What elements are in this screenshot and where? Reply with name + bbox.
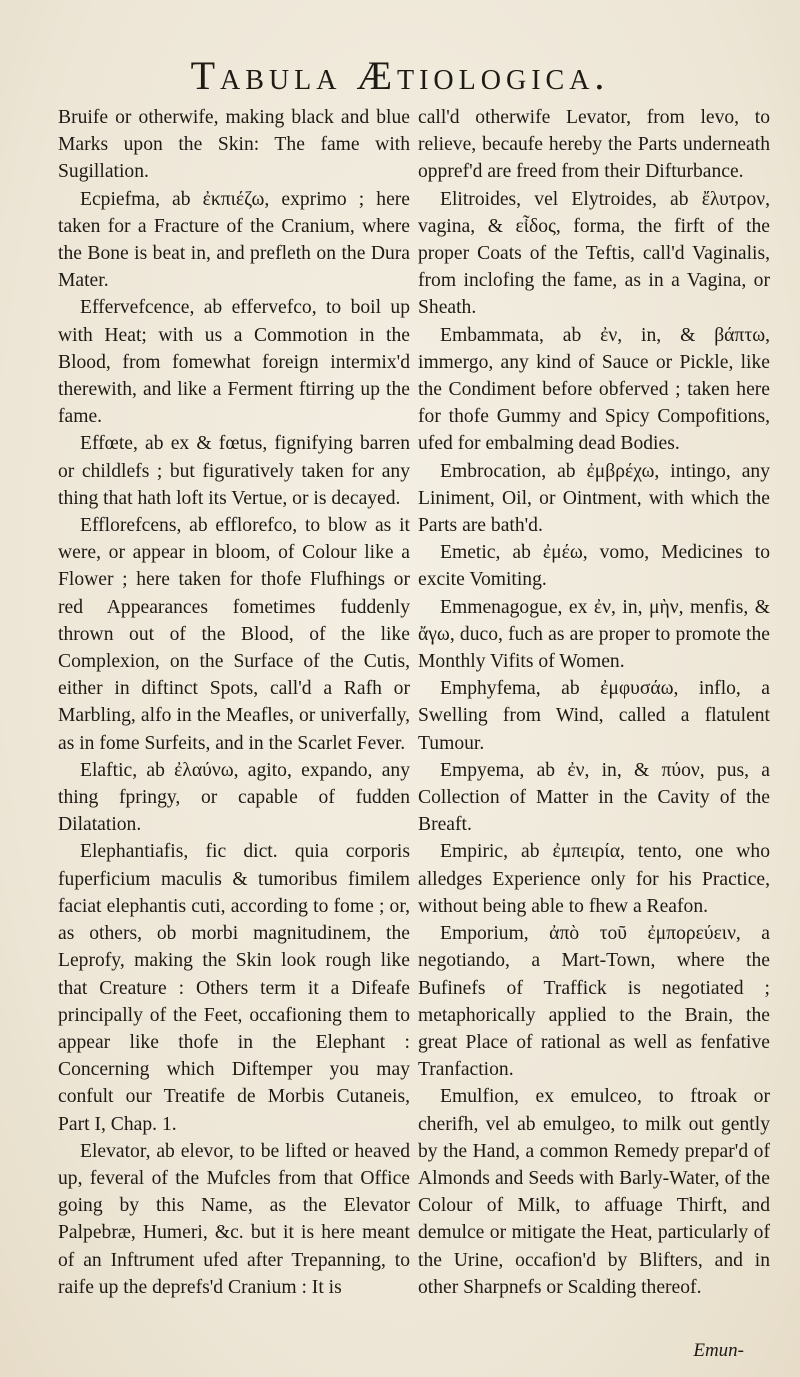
glossary-entry: Efflorefcens, ab efflorefco, to blow as it were, or appear in bloom, of Colour like a Flower ; here taken for thofe Flufhings or red Appearances fometimes fuddenly thrown out of the Blood, of the like Complexion, on the Surface of the Cutis, either in diftinct Spots, call'd a Rafh or Marbling, alfo in the Meafles, or univerfally, as in fome Surfeits, and in the Scarlet Fever. (58, 515, 410, 754)
glossary-entry: Embrocation, ab ἐμβρέχω, intingo, any Liniment, Oil, or Ointment, with which the Parts are bath'd. (418, 460, 770, 537)
glossary-entry: Emphyfema, ab ἐμφυσάω, inflo, a Swelling from Wind, called a flatulent Tumour. (418, 678, 770, 754)
glossary-entry: Emmenagogue, ex ἐν, in, μὴν, menfis, & ἄγω, duco, fuch as are proper to promote the Monthly Vifits of Women. (418, 596, 770, 673)
catchword: Emun- (693, 1340, 744, 1361)
glossary-entry: Elevator, ab elevor, to be lifted or heaved up, feveral of the Mufcles from that Office going by this Name, as the Elevator Palpebræ, Humeri, &c. but it is here meant of an Inftrument ufed after Trepanning, to raife up the deprefs'd Cranium : It is (58, 1140, 410, 1298)
glossary-entry: Emulfion, ex emulceo, to ftroak or cherifh, vel ab emulgeo, to milk out gently by the Hand, a common Remedy prepar'd of Almonds and Seeds with Barly-Water, of the Colour of Milk, to affuage Thirft, and demulce or mitigate the Heat, particularly of the Urine, occafion'd by Blifters, and in other Sharpnefs or Scalding thereof. (418, 1086, 770, 1298)
glossary-entry: Emporium, ἀπὸ τοῦ ἐμπορεύειν, a negotiando, a Mart-Town, where the Bufinefs of Traffick is negotiated ; metaphorically applied to the Brain, the great Place of rational as well as fenfative Tranfaction. (418, 923, 770, 1081)
glossary-entry: Effervefcence, ab effervefco, to boil up with Heat; with us a Commotion in the Blood, from fomewhat foreign intermix'd therewith, and like a Ferment ftirring up the fame. (58, 297, 410, 428)
glossary-entry: Elephantiafis, fic dict. quia corporis fuperficium maculis & tumoribus fimilem faciat elephantis cuti, according to fome ; or, as others, ob morbi magnitudinem, the Leprofy, making the Skin look rough like that Creature : Others term it a Difeafe principally of the Feet, occafioning them to appear like thofe in the Elephant : Concerning which Diftemper you may confult our Treatife de Morbis Cutaneis, Part I, Chap. 1. (58, 841, 410, 1135)
glossary-entry: Ecpiefma, ab ἐκπιέζω, exprimo ; here taken for a Fracture of the Cranium, where the Bone is beat in, and prefleth on the Dura Mater. (58, 188, 410, 292)
glossary-entry: Empiric, ab ἐμπειρία, tento, one who alledges Experience only for his Practice, without being able to fhew a Reafon. (418, 841, 770, 917)
glossary-entry: Effœte, ab ex & fœtus, fignifying barren or childlefs ; but figuratively taken for any thing that hath loft its Vertue, or is decayed. (58, 433, 410, 509)
glossary-entry: Elitroides, vel Elytroides, ab ἔλυτρον, vagina, & εἶδος, forma, the firft of the proper Coats of the Teftis, call'd Vaginalis, from inclofing the fame, as in a Vagina, or Sheath. (418, 188, 770, 319)
glossary-entry: Emetic, ab ἐμέω, vomo, Medicines to excite Vomiting. (418, 542, 770, 591)
glossary-entry: Embammata, ab ἐν, in, & βάπτω, immergo, any kind of Sauce or Pickle, like the Condiment before obferved ; taken here for thofe Gummy and Spicy Compofitions, ufed for embalming dead Bodies. (418, 324, 770, 455)
glossary-entry: Empyema, ab ἐν, in, & πύον, pus, a Collection of Matter in the Cavity of the Breaft. (418, 759, 770, 836)
running-head: Tabula Ætiologica. (190, 53, 610, 98)
left-column (58, 104, 410, 1301)
glossary-entry: call'd otherwife Levator, from levo, to relieve, becaufe hereby the Parts underneath oppref'd are freed from their Difturbance. (418, 107, 770, 183)
glossary-entry: Bruife or otherwife, making black and blue Marks upon the Skin: The fame with Sugillation. (58, 107, 410, 183)
right-column (418, 104, 770, 1301)
glossary-entry: Elaftic, ab ἐλαύνω, agito, expando, any thing fpringy, or capable of fudden Dilatation. (58, 759, 410, 836)
